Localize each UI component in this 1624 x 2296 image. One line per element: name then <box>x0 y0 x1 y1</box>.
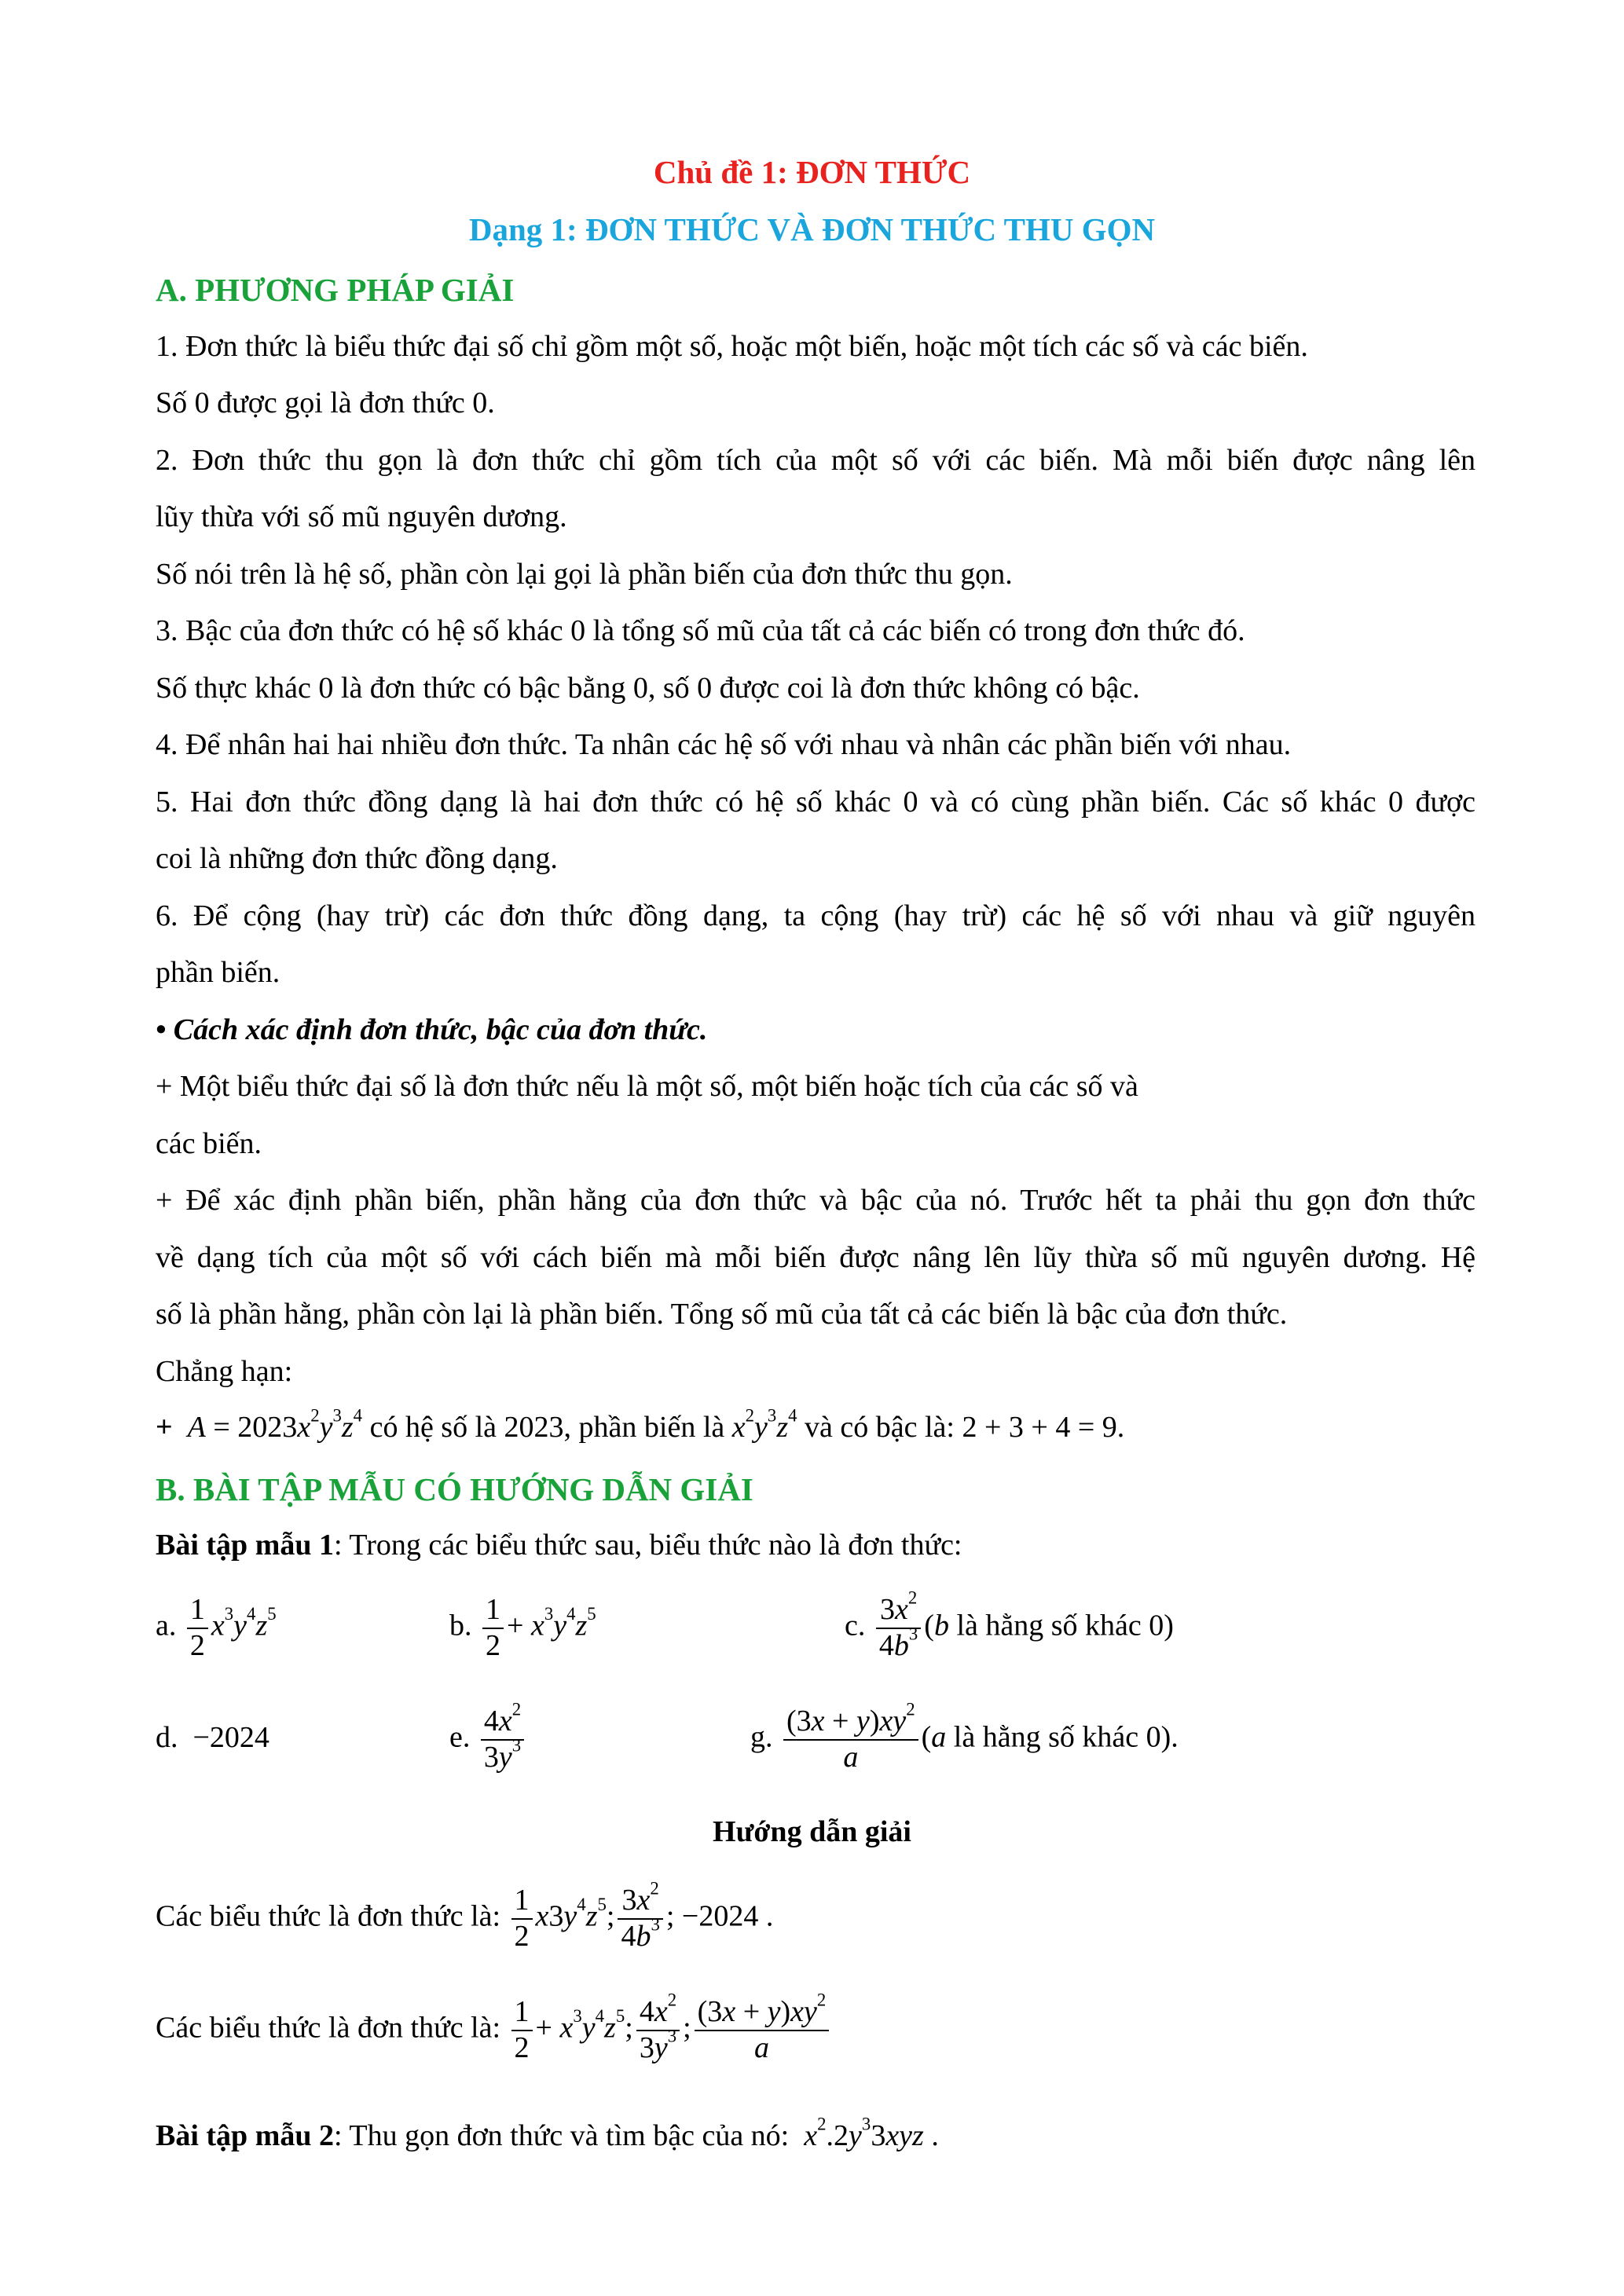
text-line: Số nói trên là hệ số, phần còn lại gọi là phần biến của đơn thức thu gọn. <box>156 558 1013 591</box>
option-c: c. $\frac{3x^2}{4b^3}$ (b là hằng số khác 0) <box>845 1587 1174 1662</box>
option-b: b. $\frac{1}{2}$ + $x^3y^4z^5$ <box>449 1593 596 1662</box>
option-g: g. $\frac{(3x + y)xy^2}{a}$ (a là hằng số khác 0). <box>750 1699 1179 1774</box>
formula: $\frac{4x^2}{3y^3}$ <box>481 1705 524 1774</box>
text-line: coi là những đơn thức đồng dạng. <box>156 842 558 875</box>
formula: $\frac{1}{2}$ <box>511 1995 533 2065</box>
text-line: Số 0 được gọi là đơn thức 0. <box>156 386 495 419</box>
formula: $\frac{(3x + y)xy^2}{a}$ <box>783 1705 918 1774</box>
text-line: 4. Để nhân hai hai nhiều đơn thức. Ta nhân các hệ số với nhau và nhân các phần biến với nhau. <box>156 728 1292 761</box>
formula: $A = 2023x^2y^3z^4$ <box>187 1405 363 1444</box>
formula: $x^2.2y^33xyz$ . <box>804 2114 939 2152</box>
option-e: e. $\frac{4x^2}{3y^3}$ <box>449 1705 527 1774</box>
text-line: 6. Để cộng (hay trừ) các đơn thức đồng dạng, ta cộng (hay trừ) các hệ số với nhau và giữ nguyên <box>156 899 1476 932</box>
text-line: về dạng tích của một số với cách biến mà mỗi biến được nâng lên lũy thừa số mũ nguyên dương. Hệ <box>156 1241 1476 1274</box>
solution-line-2: Các biểu thức là đơn thức là: $\frac{1}{2}$ + $x^3y^4z^5$; $\frac{4x^2}{3y^3}$ ; $\frac{(3x + y)xy^2}{a}$ <box>156 1995 832 2065</box>
section-a-heading: A. PHƯƠNG PHÁP GIẢI <box>156 272 515 308</box>
formula: $\frac{3x^2}{4b^3}$ <box>618 1884 662 1954</box>
formula: $\frac{1}{2}$ <box>511 1884 533 1954</box>
text-line: 5. Hai đơn thức đồng dạng là hai đơn thức có hệ số khác 0 và có cùng phần biến. Các số khác 0 được <box>156 785 1476 818</box>
text-line: + Một biểu thức đại số là đơn thức nếu là một số, một biến hoặc tích của các số và <box>156 1070 1138 1103</box>
form-title: Dạng 1: ĐƠN THỨC VÀ ĐƠN THỨC THU GỌN <box>468 211 1156 247</box>
formula: 2 + 3 + 4 = 9 <box>962 1411 1117 1444</box>
option-a: a. $\frac{1}{2}$ $x^3y^4z^5$ <box>156 1593 277 1662</box>
text-line: 1. Đơn thức là biểu thức đại số chỉ gồm một số, hoặc một biến, hoặc một tích các số và các biến. <box>156 330 1308 363</box>
exercise-2-prompt: Bài tập mẫu 2: Thu gọn đơn thức và tìm bậc của nó: $x^2.2y^33xyz$ . <box>156 2114 939 2152</box>
text-line: 3. Bậc của đơn thức có hệ số khác 0 là tổng số mũ của tất cả các biến có trong đơn thức đó. <box>156 614 1245 647</box>
text-line: Số thực khác 0 là đơn thức có bậc bằng 0, số 0 được coi là đơn thức không có bậc. <box>156 672 1140 705</box>
method-title: • Cách xác định đơn thức, bậc của đơn thức. <box>156 1013 708 1046</box>
solution-title: Hướng dẫn giải <box>713 1815 911 1848</box>
text-line: 2. Đơn thức thu gọn là đơn thức chỉ gồm tích của một số với các biến. Mà mỗi biến được nâng lên <box>156 444 1476 477</box>
formula: $\frac{(3x + y)xy^2}{a}$ <box>695 1995 830 2065</box>
formula: $\frac{1}{2}$ <box>187 1593 208 1663</box>
text-line: số là phần hằng, phần còn lại là phần biến. Tổng số mũ của tất cả các biến là bậc của đơn thức. <box>156 1298 1288 1331</box>
text-line: lũy thừa với số mũ nguyên dương. <box>156 500 567 533</box>
exercise-1-prompt: Bài tập mẫu 1: Trong các biểu thức sau, biểu thức nào là đơn thức: <box>156 1529 962 1562</box>
plus-mark: + <box>156 1411 173 1444</box>
text-line: + Để xác định phần biến, phần hằng của đơn thức và bậc của nó. Trước hết ta phải thu gọn đơn thức <box>156 1184 1476 1217</box>
solution-line-1: Các biểu thức là đơn thức là: $\frac{1}{2}$ $x3y^4z^5$; $\frac{3x^2}{4b^3}$ ; −2024 . <box>156 1878 774 1953</box>
chapter-title: Chủ đề 1: ĐƠN THỨC <box>653 154 971 190</box>
formula: $\frac{3x^2}{4b^3}$ <box>876 1593 921 1663</box>
formula: $x^2y^3z^4$ <box>731 1405 797 1444</box>
text-line: phần biến. <box>156 956 280 989</box>
text-line: các biến. <box>156 1127 262 1160</box>
formula: $\frac{4x^2}{3y^3}$ <box>636 1995 680 2065</box>
text-line: Chẳng hạn: <box>156 1355 293 1388</box>
section-b-heading: B. BÀI TẬP MẪU CÓ HƯỚNG DẪN GIẢI <box>156 1471 753 1507</box>
formula: $\frac{1}{2}$ <box>482 1593 504 1663</box>
example-line: + $A = 2023x^2y^3z^4$ có hệ số là 2023, phần biến là $x^2y^3z^4$ và có bậc là: 2 + 3 + 4 = 9. <box>156 1405 1125 1444</box>
option-d: d. −2024 <box>156 1721 269 1754</box>
